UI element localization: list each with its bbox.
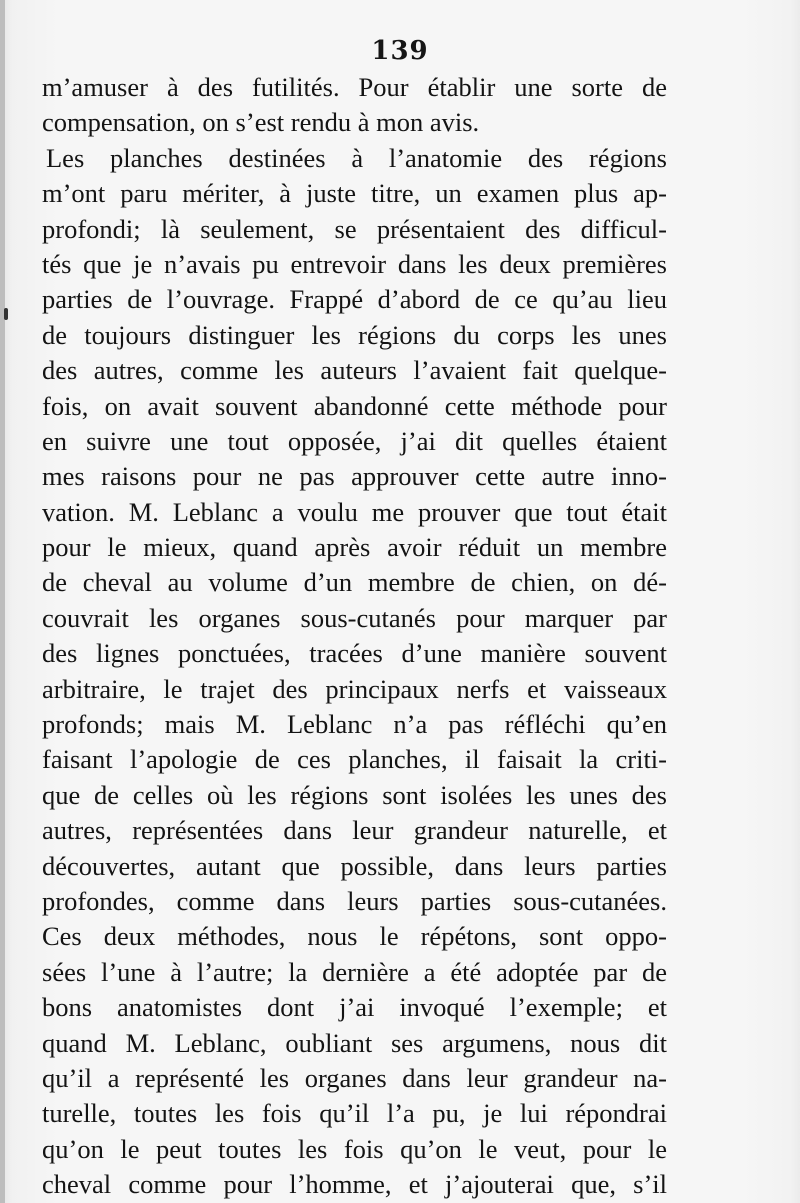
text-line: qu’on le peut toutes les fois qu’on le veut, pour le [42, 1133, 667, 1164]
text-line: autres, représentées dans leur grandeur naturelle, et [42, 815, 667, 846]
text-line: des autres, comme les auteurs l’avaient fait quelque- [42, 355, 667, 386]
text-line: mes raisons pour ne pas approuver cette autre inno- [42, 461, 667, 492]
page-number: 139 [371, 36, 429, 66]
text-line: fois, on avait souvent abandonné cette méthode pour [42, 390, 667, 421]
text-line: découvertes, autant que possible, dans leurs parties [42, 850, 667, 881]
text-line: en suivre une tout opposée, j’ai dit quelles étaient [42, 425, 667, 456]
text-line: profondes, comme dans leurs parties sous-cutanées. [42, 885, 667, 916]
text-line: vation. M. Leblanc a voulu me prouver que tout était [42, 496, 667, 527]
text-line: sées l’une à l’autre; la dernière a été adoptée par de [42, 956, 667, 987]
text-line: faisant l’apologie de ces planches, il faisait la criti- [42, 744, 667, 775]
text-line: couvrait les organes sous-cutanés pour marquer par [42, 602, 667, 633]
text-line: quand M. Leblanc, oubliant ses argumens, nous dit [42, 1027, 667, 1058]
text-line: pour le mieux, quand après avoir réduit un membre [42, 532, 667, 563]
margin-ink-mark [4, 308, 8, 320]
text-line: tés que je n’avais pu entrevoir dans les deux premières [42, 248, 667, 279]
text-line: que de celles où les régions sont isolées les unes des [42, 779, 667, 810]
text-line: turelle, toutes les fois qu’il l’a pu, je lui répondrai [42, 1098, 667, 1129]
body-text [42, 70, 667, 1203]
text-line: de toujours distinguer les régions du corps les unes [42, 319, 667, 350]
text-line: qu’il a représenté les organes dans leur grandeur na- [42, 1062, 667, 1093]
text-line: m’amuser à des futilités. Pour établir une sorte de [42, 72, 667, 102]
text-line: des lignes ponctuées, tracées d’une manière souvent [42, 638, 667, 669]
text-line: cheval comme pour l’homme, et j’ajouterai que, s’il [42, 1169, 667, 1200]
text-line: parties de l’ouvrage. Frappé d’abord de ce qu’au lieu [42, 284, 667, 315]
text-line: profondi; là seulement, se présentaient des difficul- [42, 213, 667, 244]
page-edge-shadow [0, 0, 5, 1203]
text-line: compensation, on s’est rendu à mon avis. [42, 107, 480, 138]
text-line: Les planches destinées à l’anatomie des régions [46, 142, 667, 173]
text-line: arbitraire, le trajet des principaux nerfs et vaisseaux [42, 673, 667, 704]
text-line: bons anatomistes dont j’ai invoqué l’exemple; et [42, 992, 667, 1023]
text-line: de cheval au volume d’un membre de chien, on dé- [42, 567, 667, 598]
text-line: profonds; mais M. Leblanc n’a pas réfléchi qu’en [42, 709, 667, 740]
text-line: Ces deux méthodes, nous le répétons, sont oppo- [42, 921, 667, 952]
text-line: m’ont paru mériter, à juste titre, un examen plus ap- [42, 178, 667, 209]
